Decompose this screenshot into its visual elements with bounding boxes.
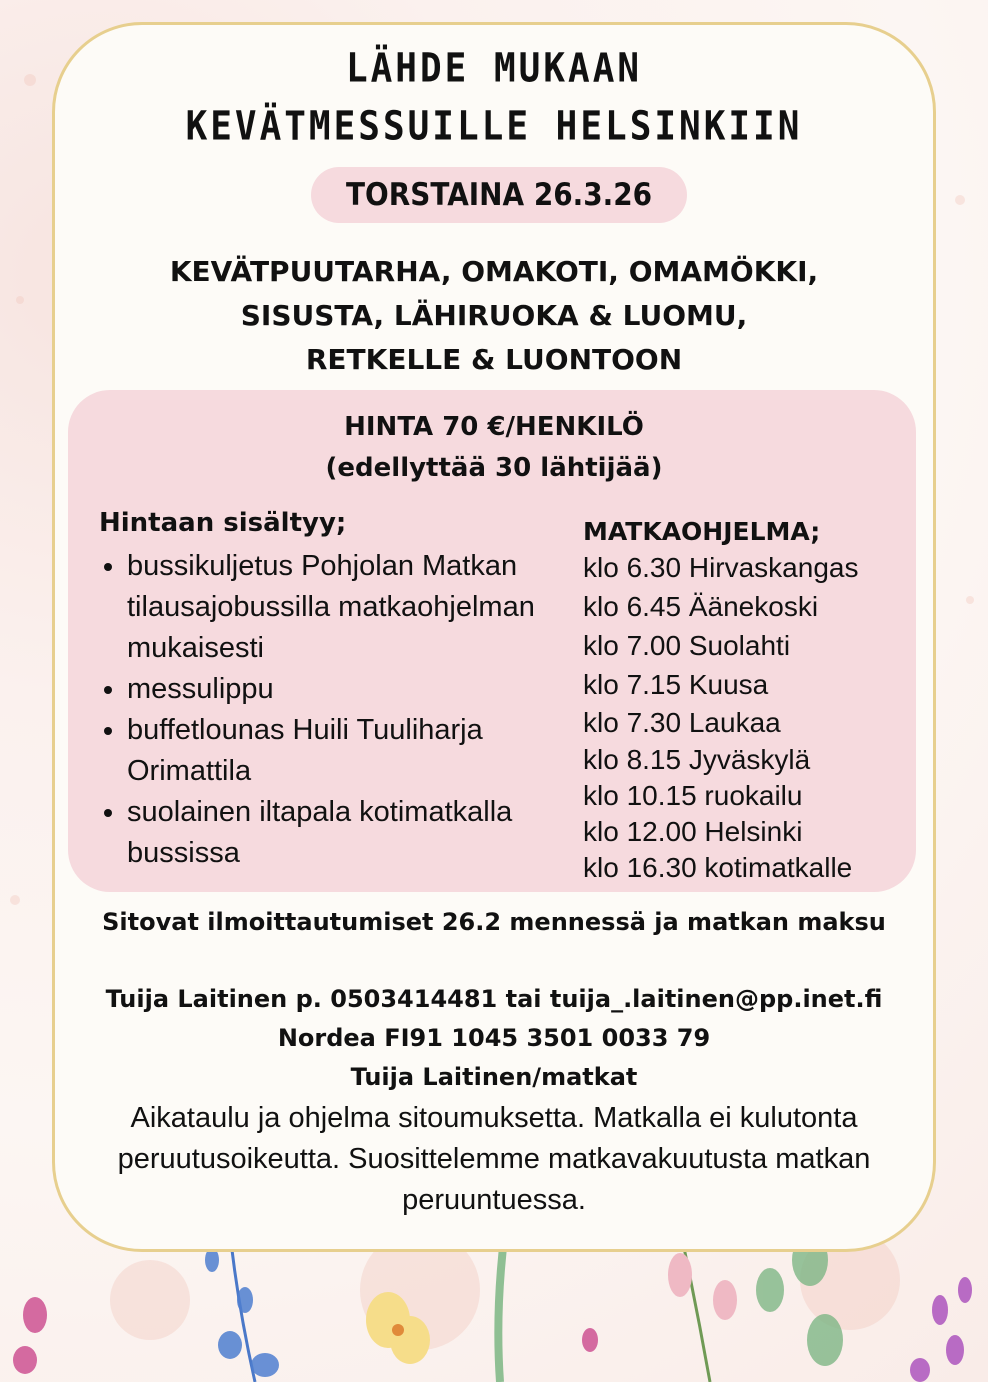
schedule-item: klo 12.00 Helsinki (583, 816, 803, 847)
price-condition: (edellyttää 30 lähtijää) (325, 453, 663, 483)
contact-info: Tuija Laitinen p. 0503414481 tai tuija_.laitinen@pp.inet.fi (105, 985, 883, 1013)
bank-account: Nordea FI91 1045 3501 0033 79 (277, 1024, 711, 1052)
schedule-item: klo 6.45 Äänekoski (583, 591, 819, 622)
schedule-item: klo 7.30 Laukaa (583, 707, 781, 738)
schedule-item: klo 8.15 Jyväskylä (583, 744, 811, 775)
schedule-item: klo 10.15 ruokailu (583, 780, 803, 811)
schedule-item: klo 7.00 Suolahti (583, 630, 791, 661)
title-line-2: KEVÄTMESSUILLE HELSINKIIN (185, 103, 803, 150)
list-item: • buffetlounas Huili Tuuliharja Orimattila (127, 710, 567, 792)
included-list (99, 546, 567, 874)
included-heading: Hintaan sisältyy; (99, 508, 347, 538)
category-line: SISUSTA, LÄHIRUOKA & LUOMU, (240, 299, 748, 332)
schedule-item: klo 6.30 Hirvaskangas (583, 552, 859, 583)
categories (0, 250, 988, 382)
date-badge (311, 167, 687, 223)
list-item: • messulippu (127, 669, 567, 710)
list-item: • bussikuljetus Pohjolan Matkan tilausajobussilla matkaohjelman mukaisesti (127, 546, 567, 669)
date-text: TORSTAINA 26.3.26 (345, 177, 653, 213)
disclaimer (0, 1098, 988, 1221)
schedule-item: klo 7.15 Kuusa (583, 669, 769, 700)
registration-note: Sitovat ilmoittautumiset 26.2 mennessä ja matkan maksu (102, 908, 886, 936)
category-line: RETKELLE & LUONTOON (305, 343, 683, 376)
disclaimer-line: peruutusoikeutta. Suosittelemme matkavakuutusta matkan (117, 1143, 871, 1175)
schedule-item: klo 16.30 kotimatkalle (583, 852, 853, 883)
schedule (583, 515, 858, 886)
disclaimer-line: Aikataulu ja ohjelma sitoumuksetta. Matkalla ei kulutonta (130, 1102, 858, 1134)
schedule-heading: MATKAOHJELMA; (583, 517, 821, 546)
disclaimer-line: peruuntuessa. (402, 1184, 586, 1216)
category-line: KEVÄTPUUTARHA, OMAKOTI, OMAMÖKKI, (169, 255, 819, 288)
title-line-1: LÄHDE MUKAAN (345, 45, 643, 92)
price: HINTA 70 €/HENKILÖ (344, 412, 644, 442)
list-item: • suolainen iltapala kotimatkalla bussissa (127, 792, 567, 874)
account-recipient: Tuija Laitinen/matkat (350, 1063, 638, 1091)
